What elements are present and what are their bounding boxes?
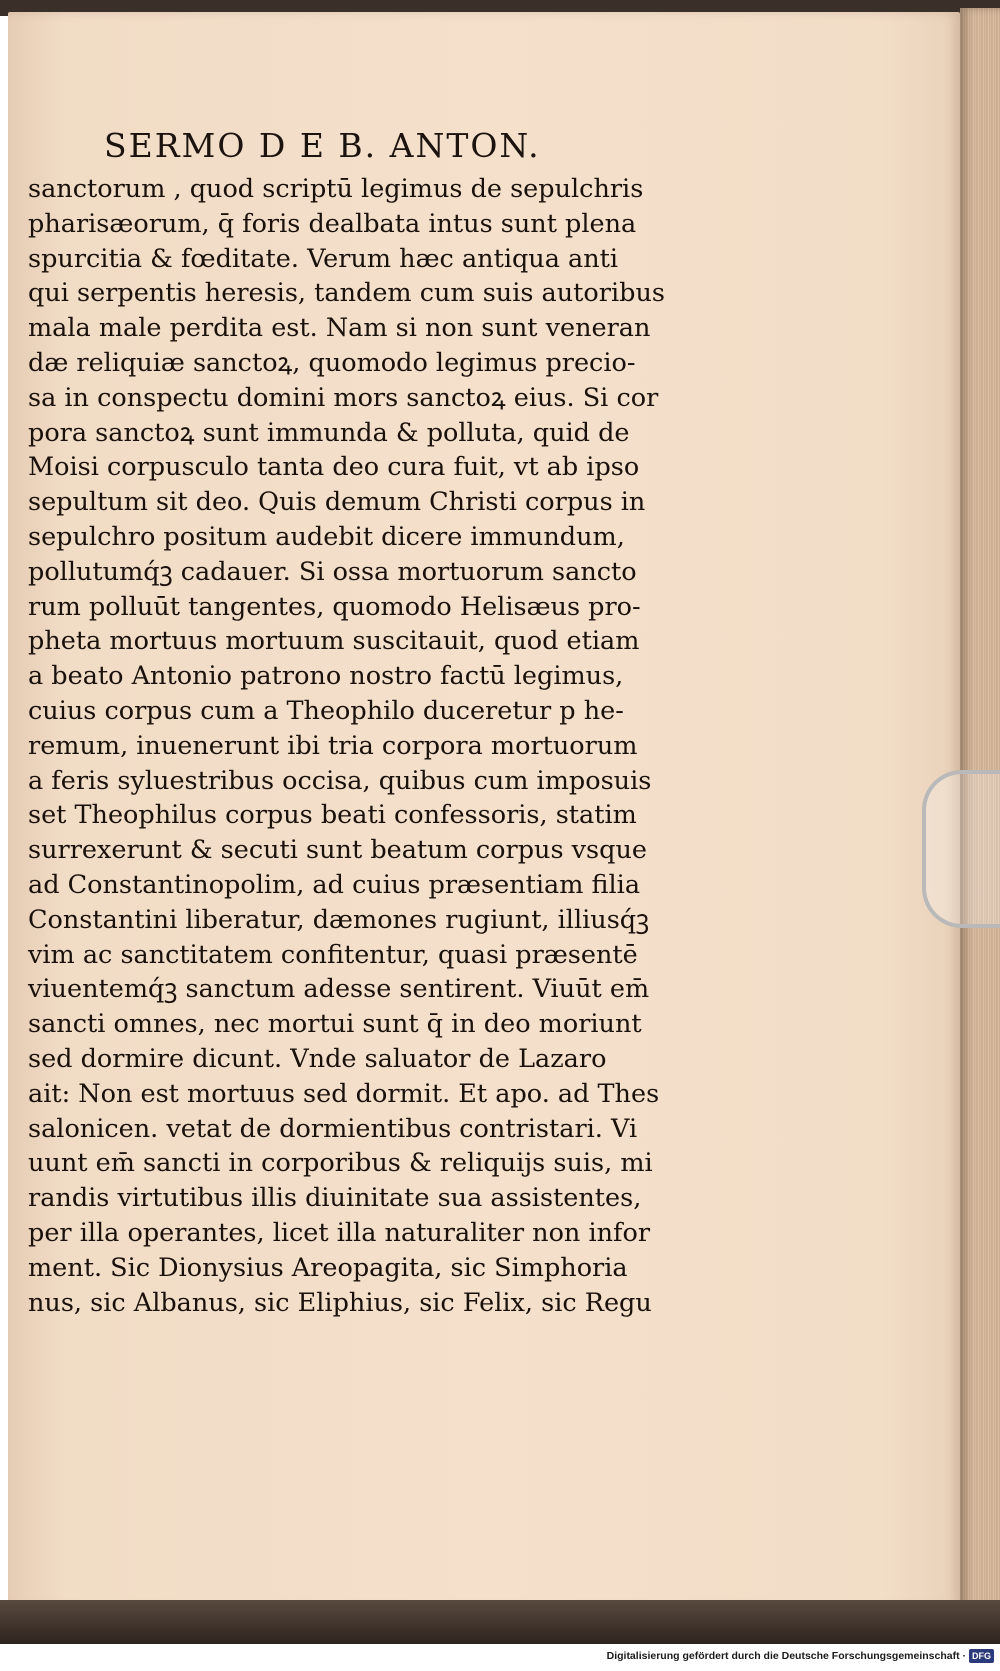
- text-line: uunt em̄ sancti in corporibus & reliquijs suis, mi: [28, 1148, 653, 1179]
- text-line: randis virtutibus illis diuinitate sua assistentes,: [28, 1183, 642, 1214]
- text-body: [28, 172, 708, 1320]
- text-line: Moisi corpusculo tanta deo cura fuit, vt ab ipso: [28, 452, 640, 483]
- text-line: vim ac sanctitatem confitentur, quasi præsentē: [28, 939, 638, 970]
- text-line: sed dormire dicunt. Vnde saluator de Lazaro: [28, 1043, 607, 1074]
- text-line: a beato Antonio patrono nostro factū legimus,: [28, 661, 624, 692]
- scanner-background-bottom: [0, 1600, 1000, 1644]
- text-line: pharisæorum, q̄ foris dealbata intus sunt plena: [28, 208, 637, 239]
- text-line: cuius corpus cum a Theophilo duceretur p he-: [28, 695, 624, 726]
- page-clip: [922, 770, 1000, 928]
- text-line: pollutumq́ꝫ cadauer. Si ossa mortuorum sancto: [28, 556, 637, 587]
- text-line: remum, inuenerunt ibi tria corpora mortuorum: [28, 730, 638, 761]
- text-line: a feris syluestribus occisa, quibus cum imposuis: [28, 765, 652, 796]
- text-line: surrexerunt & secuti sunt beatum corpus vsque: [28, 835, 647, 866]
- text-line: dæ reliquiæ sanctoꝝ, quomodo legimus precio-: [28, 347, 636, 378]
- text-line: sa in conspectu domini mors sanctoꝝ eius. Si cor: [28, 382, 659, 413]
- text-line: ad Constantinopolim, ad cuius præsentiam filia: [28, 869, 641, 900]
- text-line: per illa operantes, licet illa naturaliter non infor: [28, 1217, 651, 1248]
- text-line: sepulchro positum audebit dicere immundum,: [28, 521, 625, 552]
- running-header: SERMO D E B. ANTON.: [104, 126, 541, 165]
- dfg-logo: DFG: [969, 1649, 994, 1663]
- text-line: mala male perdita est. Nam si non sunt veneran: [28, 313, 651, 344]
- text-line: nus, sic Albanus, sic Eliphius, sic Felix, sic Regu: [28, 1287, 652, 1318]
- text-line: sepultum sit deo. Quis demum Christi corpus in: [28, 487, 646, 518]
- text-line: salonicen. vetat de dormientibus contristari. Vi: [28, 1113, 638, 1144]
- text-line: rum polluūt tangentes, quomodo Helisæus pro-: [28, 591, 641, 622]
- text-line: pheta mortuus mortuum suscitauit, quod etiam: [28, 626, 640, 657]
- text-line: sancti omnes, nec mortui sunt q̄ in deo moriunt: [28, 1009, 642, 1040]
- text-line: qui serpentis heresis, tandem cum suis autoribus: [28, 278, 665, 309]
- funding-note: Digitalisierung gefördert durch die Deutsche Forschungsgemeinschaft ·: [606, 1650, 966, 1662]
- text-line: viuentemq́ꝫ sanctum adesse sentirent. Viuūt em̄: [28, 974, 650, 1005]
- footer-bar: [0, 1644, 1000, 1671]
- text-line: spurcitia & fœditate. Verum hæc antiqua anti: [28, 243, 619, 274]
- text-line: ment. Sic Dionysius Areopagita, sic Simphoria: [28, 1252, 628, 1283]
- text-line: Constantini liberatur, dæmones rugiunt, illiusq́ꝫ: [28, 904, 650, 935]
- text-line: pora sanctoꝝ sunt immunda & polluta, quid de: [28, 417, 630, 448]
- text-line: ait: Non est mortuus sed dormit. Et apo. ad Thes: [28, 1078, 660, 1109]
- text-line: set Theophilus corpus beati confessoris, statim: [28, 800, 637, 831]
- text-line: sanctorum , quod scriptū legimus de sepulchris: [28, 174, 644, 204]
